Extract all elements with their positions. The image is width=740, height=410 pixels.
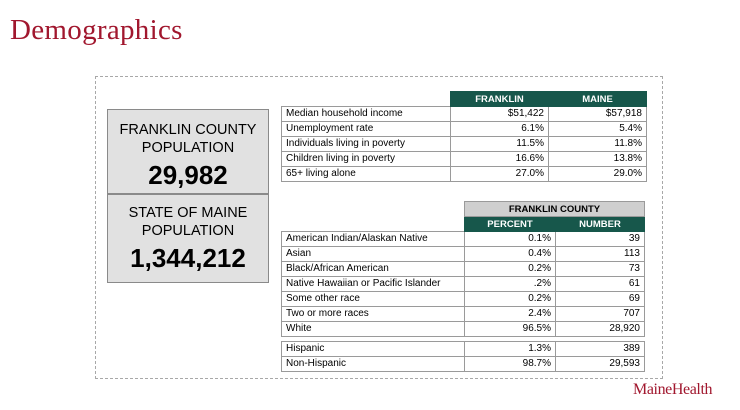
table-row — [282, 262, 645, 277]
percent-value: .2% — [465, 277, 556, 292]
percent-value: 1.3% — [465, 342, 556, 357]
franklin-value: 11.5% — [451, 137, 549, 152]
table-row — [282, 342, 645, 357]
table-row — [282, 232, 645, 247]
maine-value: 13.8% — [549, 152, 647, 167]
row-label: Unemployment rate — [282, 122, 451, 137]
percent-value: 98.7% — [465, 357, 556, 372]
number-value: 389 — [556, 342, 645, 357]
number-value: 69 — [556, 292, 645, 307]
row-label: Hispanic — [282, 342, 465, 357]
maine-label-line1: STATE OF MAINE — [128, 205, 248, 221]
table-row — [282, 247, 645, 262]
row-label: Individuals living in poverty — [282, 137, 451, 152]
header-spacer — [282, 92, 451, 107]
table-row — [282, 167, 647, 182]
percent-value: 0.4% — [465, 247, 556, 262]
franklin-value: $51,422 — [451, 107, 549, 122]
number-value: 28,920 — [556, 322, 645, 337]
row-label: Asian — [282, 247, 465, 262]
maine-label-line2: POPULATION — [141, 223, 235, 239]
number-value: 61 — [556, 277, 645, 292]
maine-value: 11.8% — [549, 137, 647, 152]
row-label: 65+ living alone — [282, 167, 451, 182]
number-value: 29,593 — [556, 357, 645, 372]
table-row — [282, 152, 647, 167]
maine-population-box — [107, 194, 269, 283]
table-row — [282, 122, 647, 137]
mainehealth-logo: MaineHealth — [633, 381, 713, 398]
percent-value: 2.4% — [465, 307, 556, 322]
page-title: Demographics — [10, 14, 183, 46]
franklin-population-value: 29,982 — [148, 160, 228, 190]
header-spacer — [282, 217, 465, 232]
franklin-value: 6.1% — [451, 122, 549, 137]
table-row — [282, 107, 647, 122]
row-label: Native Hawaiian or Pacific Islander — [282, 277, 465, 292]
group-header-spacer — [282, 202, 465, 217]
number-value: 73 — [556, 262, 645, 277]
row-label: White — [282, 322, 465, 337]
row-label: Children living in poverty — [282, 152, 451, 167]
row-label: Black/African American — [282, 262, 465, 277]
franklin-label-line1: FRANKLIN COUNTY — [119, 122, 257, 138]
number-value: 707 — [556, 307, 645, 322]
row-label: American Indian/Alaskan Native — [282, 232, 465, 247]
race-ethnicity-table — [281, 201, 645, 372]
header-franklin: FRANKLIN — [451, 92, 549, 107]
race-table-group-header-row — [282, 202, 645, 217]
race-table-header-row — [282, 217, 645, 232]
income-poverty-table — [281, 91, 647, 182]
table-row — [282, 137, 647, 152]
row-label: Some other race — [282, 292, 465, 307]
number-value: 39 — [556, 232, 645, 247]
table-row — [282, 357, 645, 372]
percent-value: 96.5% — [465, 322, 556, 337]
table-row — [282, 292, 645, 307]
row-label: Two or more races — [282, 307, 465, 322]
maine-value: 29.0% — [549, 167, 647, 182]
row-label: Median household income — [282, 107, 451, 122]
header-franklin-county: FRANKLIN COUNTY — [465, 202, 645, 217]
percent-value: 0.2% — [465, 292, 556, 307]
franklin-value: 16.6% — [451, 152, 549, 167]
table-row — [282, 277, 645, 292]
percent-value: 0.2% — [465, 262, 556, 277]
percent-value: 0.1% — [465, 232, 556, 247]
number-value: 113 — [556, 247, 645, 262]
maine-value: $57,918 — [549, 107, 647, 122]
row-label: Non-Hispanic — [282, 357, 465, 372]
income-table-header-row — [282, 92, 647, 107]
table-row — [282, 307, 645, 322]
table-row — [282, 322, 645, 337]
franklin-population-box — [107, 109, 269, 194]
maine-population-value: 1,344,212 — [130, 243, 246, 273]
header-maine: MAINE — [549, 92, 647, 107]
header-percent: PERCENT — [465, 217, 556, 232]
franklin-label-line2: POPULATION — [141, 140, 235, 156]
franklin-value: 27.0% — [451, 167, 549, 182]
header-number: NUMBER — [556, 217, 645, 232]
maine-value: 5.4% — [549, 122, 647, 137]
